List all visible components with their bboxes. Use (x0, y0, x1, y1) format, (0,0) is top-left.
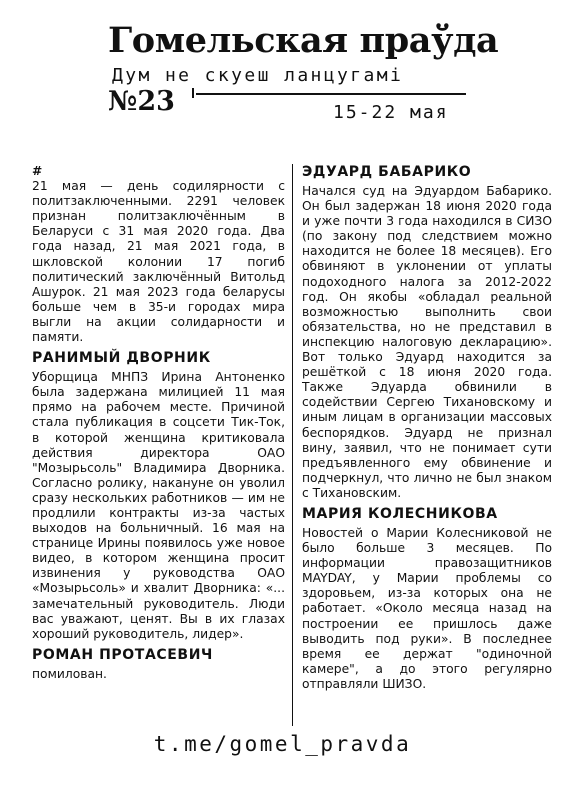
hashtag-marker: # (32, 164, 43, 178)
telegram-link[interactable]: t.me/gomel_pravda (153, 732, 412, 756)
masthead-rule (196, 93, 466, 95)
babariko-article: Начался суд на Эдуардом Бабарико. Он был задержан 18 июня 2020 года и уже почти 3 года находился в СИЗО (по закону под следствием можно находится не более 18 месяцев). Его обвиняют в уклонении от уплаты подоходного налога за 2012-2022 год. Он якобы «обладал реальной возможностью выполнить свои обязательства, но не представил в инспекцию налоговую декларацию». Вот только Эдуард находится за решёткой с 18 июня 2020 года. Также Эдуарда обвинили в содействии Сергею Тихановскому и иным лицам в организации массовых беспорядков. Эдуард не признал вину, заявил, что не понимает сути предъявленного ему обвинение и подчеркнул, что лично не был знаком с Тихановским. (302, 184, 552, 500)
section-heading-dvornik: РАНИМЫЙ ДВОРНИК (32, 350, 211, 367)
left-column (32, 164, 285, 682)
protasevich-article: помилован. (32, 666, 107, 681)
masthead (0, 0, 565, 140)
section-heading-protasevich: РОМАН ПРОТАСЕВИЧ (32, 646, 213, 663)
dvornik-article: Уборщица МНПЗ Ирина Антоненко была задержана милицией 11 мая прямо на рабочем месте. Причиной стала публикация в соцсети Тик-Ток, в которой женщина критиковала действия директора ОАО "Мозырьсоль" Владимира Дворника. Согласно ролику, накануне он уволил сразу нескольких работников — им не продлили контракты из-за частых выходов на больничный. 16 мая на странице Ирины появилось уже новое видео, в котором женщина просит извинения у руководства ОАО «Мозырьсоль» и хвалит Дворника: «... замечательный руководитель. Люди вас уважают, ценят. Вы в их глазах хороший руководитель, лидер». (32, 370, 285, 641)
section-heading-babariko: ЭДУАРД БАБАРИКО (302, 164, 472, 180)
issue-date: 15-22 мая (333, 102, 449, 123)
masthead-rule-cap (192, 88, 194, 98)
solidarity-day-article: 21 мая — день содилярности с политзаключенными. 2291 человек признан политзаключённым в Беларуси с 31 мая 2020 года. Два года назад, 21 мая 2021 года, в шкловской колонии 17 погиб политический заключённый Витольд Ашурок. 21 мая 2023 года беларусы больше чем в 35-и городах мира выгли на акции солидарности и памяти. (32, 179, 285, 345)
newspaper-slogan: Дум не скуеш ланцугамі (112, 65, 404, 86)
issue-number: №23 (108, 86, 175, 117)
newspaper-title: Гомельская праўда (108, 20, 499, 61)
kolesnikova-article: Новостей о Марии Колесниковой не было больше 3 месяцев. По информации правозащитников MAYDAY, у Марии проблемы со здоровьем, из-за которых она не работает. «Около месяца назад на построении ее пришлось даже выводить под руки». В последнее время ее держат "одиночной камере", а до этого регулярно отправляли ШИЗО. (302, 525, 552, 691)
section-heading-kolesnikova: МАРИЯ КОЛЕСНИКОВА (302, 505, 498, 522)
column-divider (292, 164, 293, 726)
right-column (302, 164, 552, 692)
